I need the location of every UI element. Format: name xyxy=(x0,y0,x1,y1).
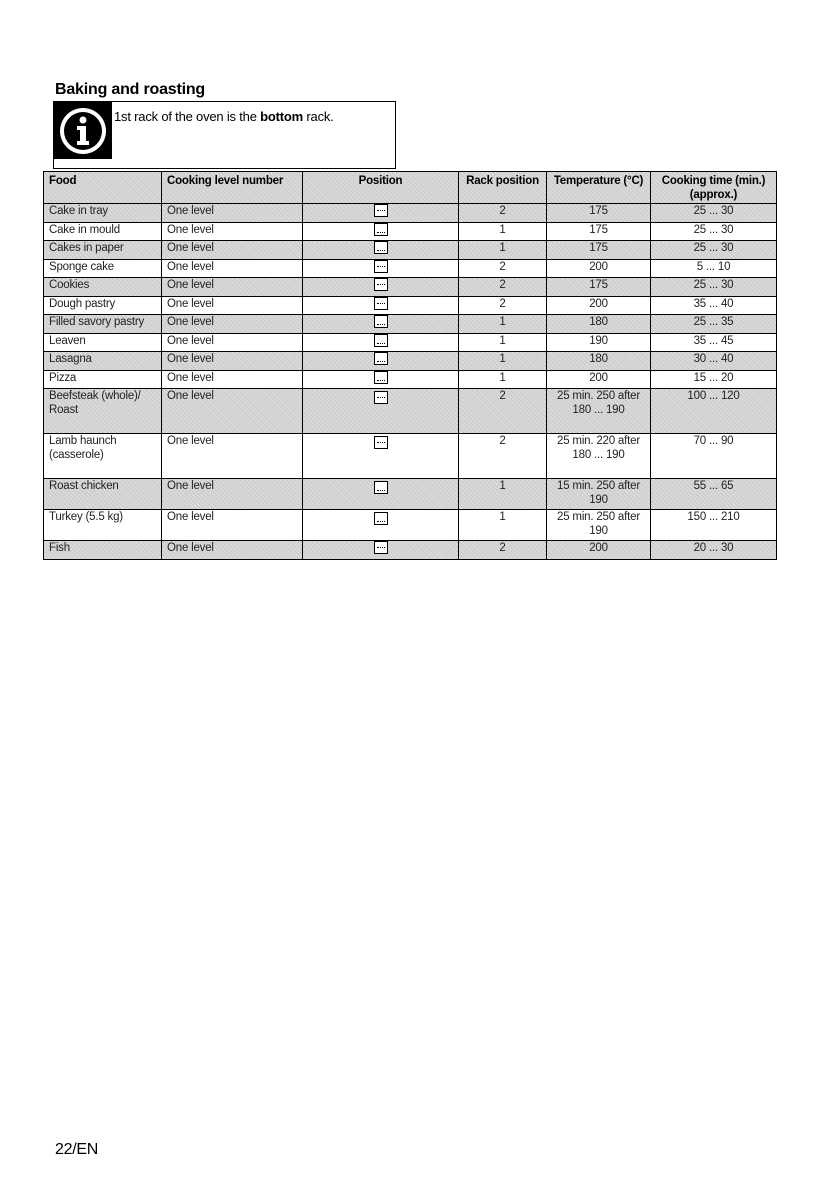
oven-position-icon xyxy=(374,436,388,449)
table-row xyxy=(44,333,777,352)
oven-position-icon xyxy=(374,512,388,525)
header-temperature: Temperature (°C) xyxy=(547,172,651,204)
cell-level: One level xyxy=(162,241,303,260)
cell-temperature: 190 xyxy=(547,333,651,352)
cell-position xyxy=(303,370,459,389)
cell-time: 35 ... 40 xyxy=(651,296,777,315)
cell-food: Cake in tray xyxy=(44,204,162,223)
info-note-box xyxy=(53,101,396,169)
oven-position-icon xyxy=(374,334,388,347)
table-row xyxy=(44,222,777,241)
cell-food: Cookies xyxy=(44,278,162,297)
cell-temperature: 180 xyxy=(547,315,651,334)
cell-level: One level xyxy=(162,479,303,510)
cell-position xyxy=(303,259,459,278)
baking-table xyxy=(43,171,777,560)
cell-position xyxy=(303,510,459,541)
cell-temperature: 200 xyxy=(547,259,651,278)
oven-position-icon xyxy=(374,352,388,365)
cell-time: 30 ... 40 xyxy=(651,352,777,371)
cell-level: One level xyxy=(162,204,303,223)
oven-position-icon xyxy=(374,391,388,404)
oven-position-icon xyxy=(374,315,388,328)
table-row xyxy=(44,541,777,560)
header-food: Food xyxy=(44,172,162,204)
cell-rack: 1 xyxy=(459,222,547,241)
table-row xyxy=(44,389,777,434)
cell-time: 20 ... 30 xyxy=(651,541,777,560)
cell-level: One level xyxy=(162,259,303,278)
cell-temperature: 180 xyxy=(547,352,651,371)
table-row xyxy=(44,434,777,479)
cell-level: One level xyxy=(162,510,303,541)
cell-time: 25 ... 30 xyxy=(651,241,777,260)
cell-rack: 2 xyxy=(459,389,547,434)
cell-time: 25 ... 30 xyxy=(651,204,777,223)
cell-position xyxy=(303,296,459,315)
cell-temperature: 25 min. 220 after 180 ... 190 xyxy=(547,434,651,479)
oven-position-icon xyxy=(374,481,388,494)
cell-time: 150 ... 210 xyxy=(651,510,777,541)
oven-position-icon xyxy=(374,260,388,273)
cell-level: One level xyxy=(162,296,303,315)
cell-food: Lasagna xyxy=(44,352,162,371)
cell-level: One level xyxy=(162,352,303,371)
info-text-after: rack. xyxy=(303,109,334,124)
cell-position xyxy=(303,222,459,241)
oven-position-icon xyxy=(374,204,388,217)
cell-time: 15 ... 20 xyxy=(651,370,777,389)
cell-temperature: 15 min. 250 after 190 xyxy=(547,479,651,510)
cell-position xyxy=(303,278,459,297)
cell-time: 25 ... 30 xyxy=(651,278,777,297)
cell-rack: 1 xyxy=(459,333,547,352)
cell-food: Beefsteak (whole)/ Roast xyxy=(44,389,162,434)
oven-position-icon xyxy=(374,541,388,554)
cell-level: One level xyxy=(162,541,303,560)
oven-position-icon xyxy=(374,371,388,384)
cell-rack: 1 xyxy=(459,352,547,371)
cell-rack: 2 xyxy=(459,278,547,297)
cell-food: Turkey (5.5 kg) xyxy=(44,510,162,541)
cell-food: Sponge cake xyxy=(44,259,162,278)
cell-level: One level xyxy=(162,370,303,389)
cell-time: 25 ... 30 xyxy=(651,222,777,241)
cell-temperature: 175 xyxy=(547,204,651,223)
cell-time: 35 ... 45 xyxy=(651,333,777,352)
cell-food: Pizza xyxy=(44,370,162,389)
cell-level: One level xyxy=(162,333,303,352)
cell-food: Fish xyxy=(44,541,162,560)
cell-rack: 2 xyxy=(459,296,547,315)
cell-time: 100 ... 120 xyxy=(651,389,777,434)
cell-rack: 1 xyxy=(459,315,547,334)
cell-rack: 1 xyxy=(459,241,547,260)
oven-position-icon xyxy=(374,297,388,310)
cell-food: Roast chicken xyxy=(44,479,162,510)
table-row xyxy=(44,296,777,315)
cell-rack: 1 xyxy=(459,479,547,510)
cell-temperature: 175 xyxy=(547,241,651,260)
oven-position-icon xyxy=(374,278,388,291)
cell-position xyxy=(303,241,459,260)
table-row xyxy=(44,352,777,371)
cell-level: One level xyxy=(162,434,303,479)
table-row xyxy=(44,204,777,223)
oven-position-icon xyxy=(374,241,388,254)
table-row xyxy=(44,259,777,278)
cell-food: Filled savory pastry xyxy=(44,315,162,334)
cell-food: Lamb haunch (casserole) xyxy=(44,434,162,479)
info-text-bold: bottom xyxy=(260,109,303,124)
cell-position xyxy=(303,389,459,434)
cell-level: One level xyxy=(162,389,303,434)
cell-position xyxy=(303,479,459,510)
cell-temperature: 175 xyxy=(547,278,651,297)
cell-position xyxy=(303,541,459,560)
cell-position xyxy=(303,434,459,479)
cell-rack: 2 xyxy=(459,204,547,223)
oven-position-icon xyxy=(374,223,388,236)
cell-position xyxy=(303,352,459,371)
cell-rack: 2 xyxy=(459,434,547,479)
cell-temperature: 200 xyxy=(547,370,651,389)
cell-temperature: 25 min. 250 after 180 ... 190 xyxy=(547,389,651,434)
cell-level: One level xyxy=(162,222,303,241)
table-header-row xyxy=(44,172,777,204)
cell-food: Leaven xyxy=(44,333,162,352)
cell-temperature: 200 xyxy=(547,541,651,560)
cell-level: One level xyxy=(162,278,303,297)
cell-temperature: 200 xyxy=(547,296,651,315)
page-number: 22/EN xyxy=(55,1141,98,1158)
table-row xyxy=(44,370,777,389)
cell-rack: 2 xyxy=(459,541,547,560)
cell-position xyxy=(303,204,459,223)
cell-time: 5 ... 10 xyxy=(651,259,777,278)
table-row xyxy=(44,510,777,541)
info-note-text xyxy=(114,109,334,124)
cell-position xyxy=(303,333,459,352)
info-text-before: 1st rack of the oven is the xyxy=(114,109,261,124)
cell-rack: 1 xyxy=(459,370,547,389)
table-row xyxy=(44,278,777,297)
header-position: Position xyxy=(303,172,459,204)
table-row xyxy=(44,315,777,334)
cell-rack: 1 xyxy=(459,510,547,541)
header-cooking-level: Cooking level number xyxy=(162,172,303,204)
table-row xyxy=(44,479,777,510)
cell-temperature: 175 xyxy=(547,222,651,241)
cell-time: 25 ... 35 xyxy=(651,315,777,334)
table-row xyxy=(44,241,777,260)
cell-time: 70 ... 90 xyxy=(651,434,777,479)
info-icon xyxy=(54,102,112,159)
cell-position xyxy=(303,315,459,334)
header-cooking-time: Cooking time (min.) (approx.) xyxy=(651,172,777,204)
cell-time: 55 ... 65 xyxy=(651,479,777,510)
header-rack-position: Rack position xyxy=(459,172,547,204)
cell-rack: 2 xyxy=(459,259,547,278)
cell-temperature: 25 min. 250 after 190 xyxy=(547,510,651,541)
section-title: Baking and roasting xyxy=(55,81,205,98)
cell-food: Cakes in paper xyxy=(44,241,162,260)
cell-food: Dough pastry xyxy=(44,296,162,315)
cell-level: One level xyxy=(162,315,303,334)
cell-food: Cake in mould xyxy=(44,222,162,241)
